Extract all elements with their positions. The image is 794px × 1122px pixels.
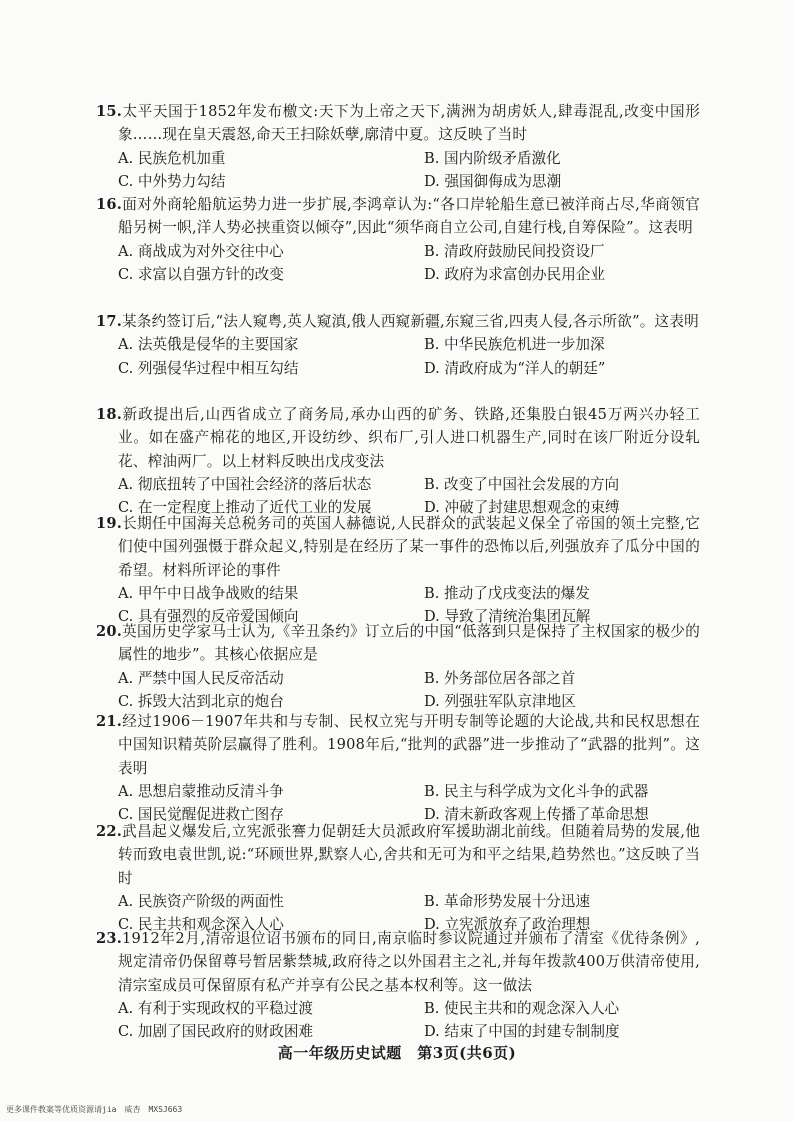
question-number: 21. xyxy=(96,713,122,730)
option-c[interactable]: C. 中外势力勾结 xyxy=(118,172,226,190)
option-d[interactable]: D. 强国御侮成为思潮 xyxy=(424,172,562,190)
option-a[interactable]: A. 民族危机加重 xyxy=(118,149,226,167)
option-a[interactable]: A. 彻底扭转了中国社会经济的落后状态 xyxy=(118,475,372,493)
question-stem xyxy=(96,512,700,582)
option-a[interactable]: A. 民族资产阶级的两面性 xyxy=(118,892,284,910)
option-c[interactable]: C. 国民觉醒促进救亡图存 xyxy=(118,806,284,824)
question-number: 16. xyxy=(96,196,122,213)
question-stem xyxy=(96,820,700,890)
options xyxy=(118,667,700,713)
option-c[interactable]: C. 求富以自强方针的改变 xyxy=(118,265,284,283)
question-stem xyxy=(96,403,700,473)
question-text: 经过1906－1907年共和与专制、民权立宪与开明专制等论题的大论战,共和民权思想在中国知识精英阶层赢得了胜利。1908年后,“批判的武器”进一步推动了“武器的批判”。这表明 xyxy=(118,713,700,777)
option-d[interactable]: D. 结束了中国的封建专制制度 xyxy=(424,1023,620,1041)
question-text: 长期任中国海关总税务司的英国人赫德说,人民群众的武装起义保全了帝国的领土完整,它们使中国列强慑于群众起义,特别是在经历了某一事件的恐怖以后,列强放弃了瓜分中国的希望。材料所评论的事件 xyxy=(118,515,700,579)
question-number: 17. xyxy=(96,313,122,330)
question-number: 18. xyxy=(96,406,122,423)
question-number: 22. xyxy=(96,823,122,840)
question-stem xyxy=(96,927,700,997)
question-text: 新政提出后,山西省成立了商务局,承办山西的矿务、铁路,还集股白银45万两兴办轻工业。如在盛产棉花的地区,开设纺纱、织布厂,引人进口机器生产,同时在该厂附近分设轧花、榨油两厂。以上材料反映出戊戌变法 xyxy=(118,406,700,470)
option-c[interactable]: C. 具有强烈的反帝爱国倾向 xyxy=(118,608,299,626)
option-a[interactable]: A. 法英俄是侵华的主要国家 xyxy=(118,336,299,354)
option-d[interactable]: D. 政府为求富创办民用企业 xyxy=(424,265,605,283)
question-16 xyxy=(96,193,700,286)
option-c[interactable]: C. 列强侵华过程中相互勾结 xyxy=(118,359,299,377)
question-text: 1912年2月,清帝退位诏书颁布的同日,南京临时参议院通过并颁布了清室《优待条例》,规定清帝仍保留尊号暂居紫禁城,政府待之以外国君主之礼,并每年拨款400万供清帝使用,清宗室成员可保留原有私产并享有公民之基本权利等。这一做法 xyxy=(118,930,700,994)
question-text: 某条约签订后,“法人窥粤,英人窥滇,俄人西窥新疆,东窥三省,四夷人侵,各示所欲”。这表明 xyxy=(122,313,699,330)
question-stem xyxy=(96,620,700,667)
question-stem xyxy=(96,193,700,240)
option-a[interactable]: A. 甲午中日战争战败的结果 xyxy=(118,584,299,602)
question-stem xyxy=(96,310,700,333)
option-d[interactable]: D. 清政府成为“洋人的朝廷” xyxy=(424,359,606,377)
option-b[interactable]: B. 推动了戊戌变法的爆发 xyxy=(424,584,590,602)
question-number: 19. xyxy=(96,515,122,532)
option-a[interactable]: A. 有利于实现政权的平稳过渡 xyxy=(118,999,313,1017)
question-number: 20. xyxy=(96,623,122,640)
question-text: 太平天国于1852年发布檄文:天下为上帝之天下,满洲为胡虏妖人,肆毒混乱,改变中国形象……现在皇天震怒,命天王扫除妖孽,廓清中夏。这反映了当时 xyxy=(118,103,700,144)
option-b[interactable]: B. 使民主共和的观念深入人心 xyxy=(424,999,620,1017)
option-b[interactable]: B. 民主与科学成为文化斗争的武器 xyxy=(424,782,649,800)
option-c[interactable]: C. 在一定程度上推动了近代工业的发展 xyxy=(118,499,372,517)
option-a[interactable]: A. 商战成为对外交往中心 xyxy=(118,242,284,260)
option-b[interactable]: B. 清政府鼓励民间投资设厂 xyxy=(424,242,605,260)
option-c[interactable]: C. 加剧了国民政府的财政困难 xyxy=(118,1023,314,1041)
question-number: 23. xyxy=(96,930,122,947)
option-d[interactable]: D. 列强驻军队京津地区 xyxy=(424,692,576,710)
options xyxy=(118,997,700,1043)
option-d[interactable]: D. 导致了清统治集团瓦解 xyxy=(424,608,591,626)
option-b[interactable]: B. 国内阶级矛盾激化 xyxy=(424,149,561,167)
question-17 xyxy=(96,310,700,380)
question-text: 英国历史学家马士认为,《辛丑条约》订立后的中国“低落到只是保持了主权国家的极少的属性的地步”。其核心依据应是 xyxy=(118,623,700,664)
question-number: 15. xyxy=(96,103,122,120)
question-text: 武昌起义爆发后,立宪派张謇力促朝廷大员派政府军援助湖北前线。但随着局势的发展,他转而致电袁世凯,说:“环顾世界,默察人心,舍共和无可为和平之结果,趋势然也。”这反映了当时 xyxy=(118,823,700,887)
question-23 xyxy=(96,927,700,1043)
option-b[interactable]: B. 中华民族危机进一步加深 xyxy=(424,336,605,354)
page-footer: 高一年级历史试题 第3页(共6页) xyxy=(277,1044,517,1062)
question-22 xyxy=(96,820,700,936)
question-18 xyxy=(96,403,700,519)
promo-text: 更多课件教案等优质资源请jia 威杏 MXSJ663 xyxy=(6,1105,183,1114)
options xyxy=(118,333,700,379)
question-stem xyxy=(96,710,700,780)
option-b[interactable]: B. 改变了中国社会发展的方向 xyxy=(424,475,620,493)
option-c[interactable]: C. 民主共和观念深入人心 xyxy=(118,916,284,934)
question-21 xyxy=(96,710,700,826)
option-b[interactable]: B. 外务部位居各部之首 xyxy=(424,669,576,687)
option-d[interactable]: D. 冲破了封建思想观念的束缚 xyxy=(424,499,620,517)
question-20 xyxy=(96,620,700,713)
question-19 xyxy=(96,512,700,628)
option-a[interactable]: A. 思想启蒙推动反清斗争 xyxy=(118,782,284,800)
option-b[interactable]: B. 革命形势发展十分迅速 xyxy=(424,892,590,910)
option-d[interactable]: D. 立宪派放弃了政治理想 xyxy=(424,916,591,934)
option-a[interactable]: A. 严禁中国人民反帝活动 xyxy=(118,669,284,687)
question-stem xyxy=(96,100,700,147)
option-c[interactable]: C. 拆毁大沽到北京的炮台 xyxy=(118,692,284,710)
question-15 xyxy=(96,100,700,193)
option-d[interactable]: D. 清末新政客观上传播了革命思想 xyxy=(424,806,649,824)
options xyxy=(118,147,700,193)
question-text: 面对外商轮船航运势力进一步扩展,李鸿章认为:“各口岸轮船生意已被洋商占尽,华商领官船另树一帜,洋人势必挟重资以倾夺”,因此“须华商自立公司,自建行栈,自筹保险”。这表明 xyxy=(118,196,700,237)
options xyxy=(118,240,700,286)
